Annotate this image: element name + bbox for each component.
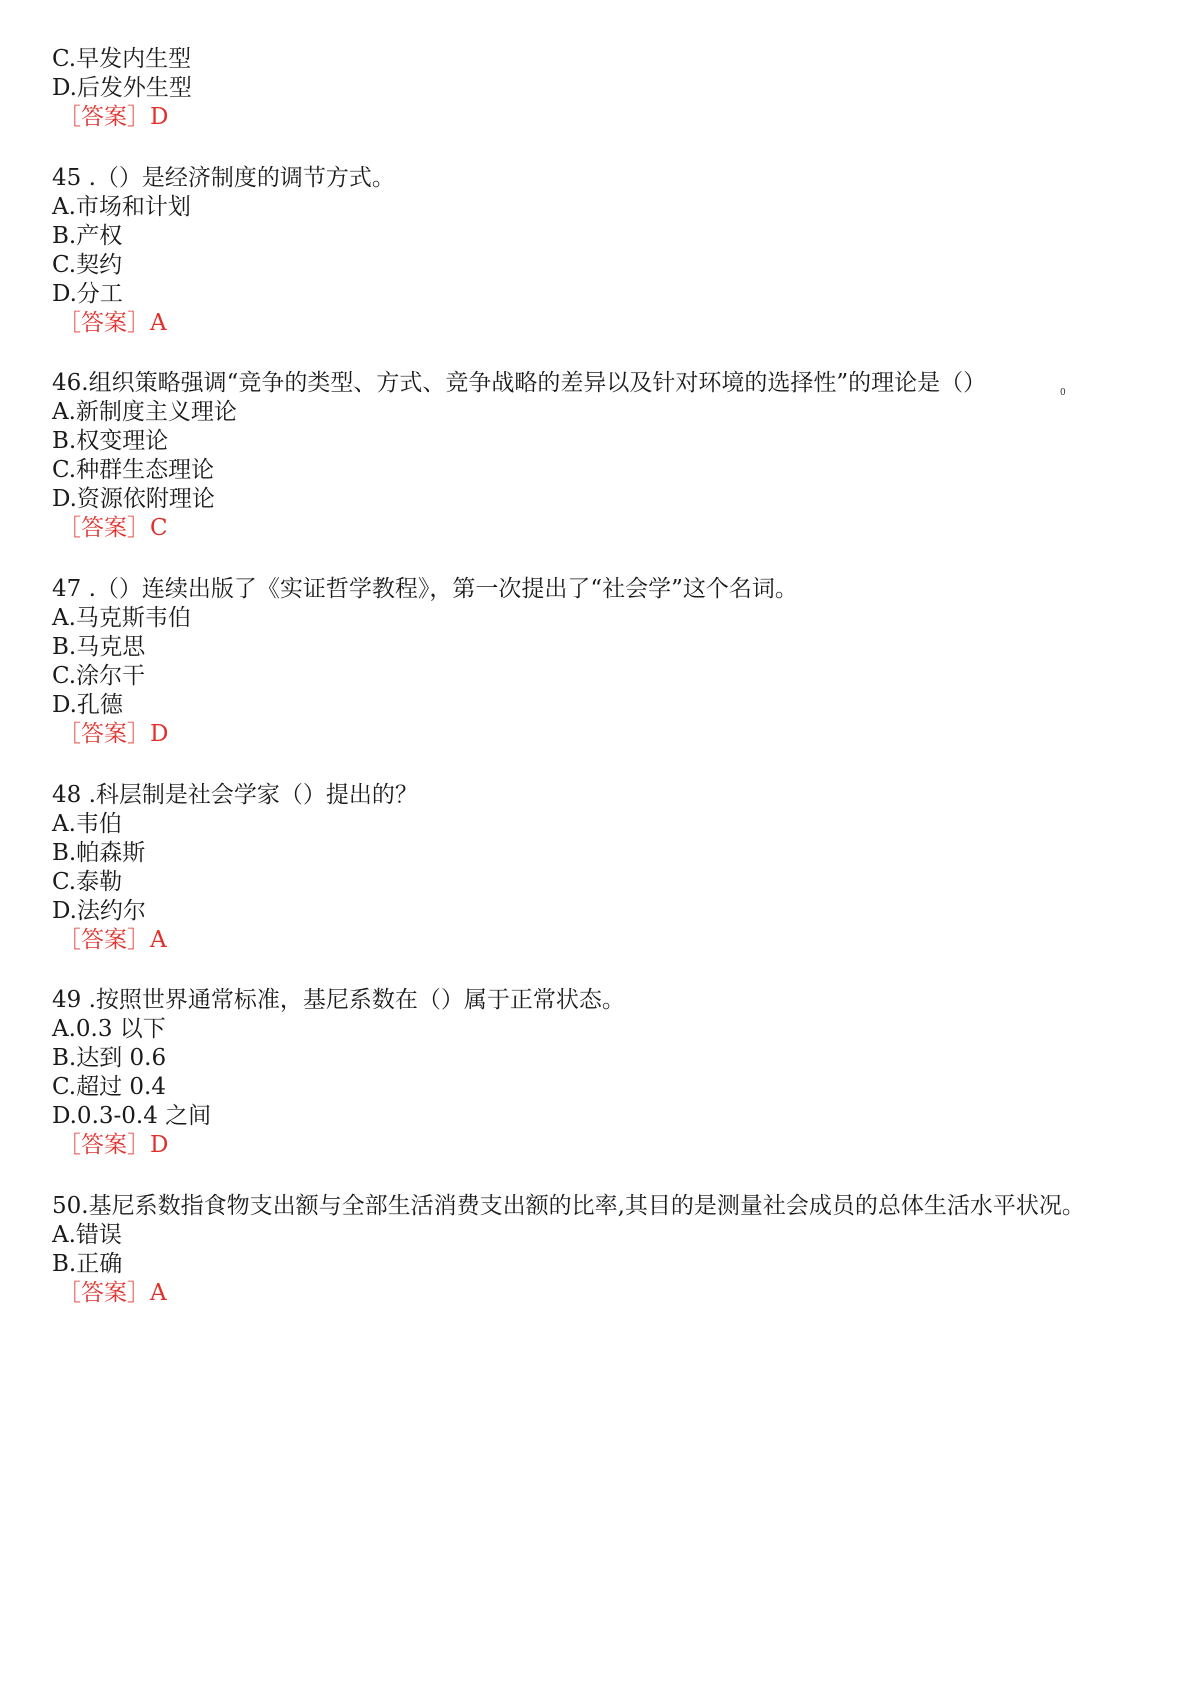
option-c: C.契约 xyxy=(52,252,123,278)
answer-line: ［答案］C xyxy=(58,515,168,541)
answer-line: ［答案］A xyxy=(58,1280,167,1306)
option-c: C.超过 0.4 xyxy=(52,1074,166,1100)
answer-line: ［答案］A xyxy=(58,310,167,336)
answer-line: ［答案］D xyxy=(58,721,169,747)
option-a: A.错误 xyxy=(52,1222,122,1248)
answer-line: ［答案］A xyxy=(58,927,167,953)
option-d: D.孔德 xyxy=(52,692,123,718)
option-b: B.正确 xyxy=(52,1251,123,1277)
option-a: A.韦伯 xyxy=(52,811,122,837)
option-c: C.早发内生型 xyxy=(52,46,192,72)
option-a: A.新制度主义理论 xyxy=(52,399,237,425)
question-48-stem: 48 .科层制是社会学家（）提出的？ xyxy=(52,782,418,808)
option-b: B.马克思 xyxy=(52,634,146,660)
question-45-stem: 45 .（）是经济制度的调节方式。 xyxy=(52,165,395,191)
question-47-stem: 47 .（）连续出版了《实证哲学教程》，第一次提出了“社会学”这个名词。 xyxy=(52,576,798,602)
question-49-stem: 49 .按照世界通常标准，基尼系数在（）属于正常状态。 xyxy=(52,987,625,1013)
option-d: D.分工 xyxy=(52,281,123,307)
option-b: B.达到 0.6 xyxy=(52,1045,167,1071)
option-d: D.后发外生型 xyxy=(52,75,192,101)
question-46-stem: 46.组织策略强调“竞争的类型、方式、竞争战略的差异以及针对环境的选择性”的理论是（） xyxy=(52,370,987,396)
stray-mark: 0 xyxy=(1060,388,1066,398)
option-a: A.市场和计划 xyxy=(52,194,191,220)
option-d: D.0.3-0.4 之间 xyxy=(52,1103,212,1129)
option-d: D.法约尔 xyxy=(52,898,146,924)
answer-line: ［答案］D xyxy=(58,104,169,130)
option-a: A.马克斯韦伯 xyxy=(52,605,191,631)
option-d: D.资源依附理论 xyxy=(52,486,215,512)
option-c: C.种群生态理论 xyxy=(52,457,215,483)
option-b: B.权变理论 xyxy=(52,428,169,454)
option-b: B.产权 xyxy=(52,223,123,249)
question-50-stem: 50.基尼系数指食物支出额与全部生活消费支出额的比率,其目的是测量社会成员的总体生活水平状况。 xyxy=(52,1193,1085,1219)
option-b: B.帕森斯 xyxy=(52,840,146,866)
answer-line: ［答案］D xyxy=(58,1132,169,1158)
option-a: A.0.3 以下 xyxy=(52,1016,166,1042)
option-c: C.泰勒 xyxy=(52,869,123,895)
option-c: C.涂尔干 xyxy=(52,663,146,689)
